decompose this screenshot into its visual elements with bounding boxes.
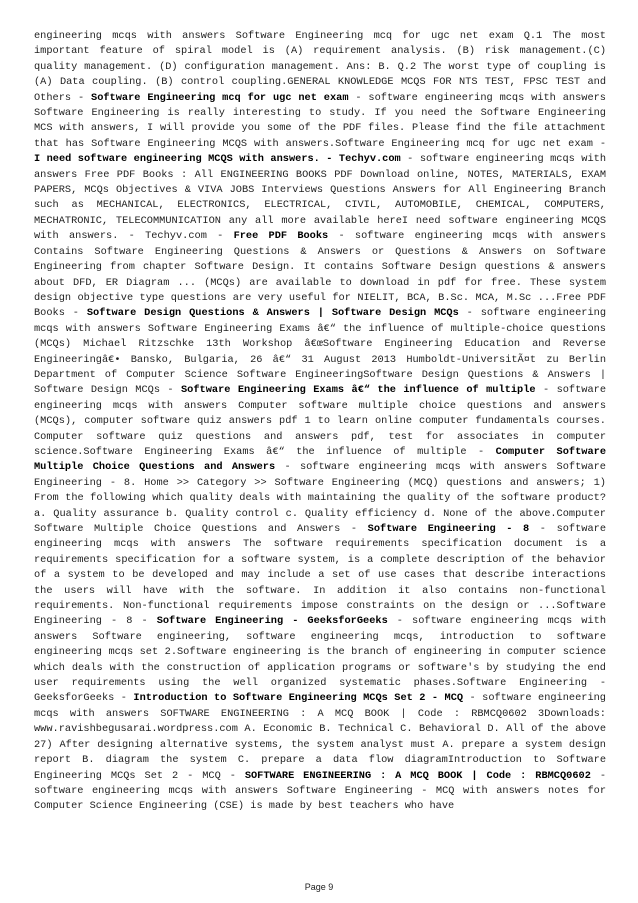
body-text: software engineering mcqs with answers Contains Software Engineering Questions & Answers or Questions & Answers on Software Engineering from chapter Software Design. It contains Software Design questions & answers about DFD, ER Diagram ... (MCQs) are available to download in pdf for free. These system design objective type questions are very useful for NIELIT, BCA, B.Sc. MCA, M.Sc ...Free PDF Books: [34, 230, 606, 320]
body-text: software engineering mcqs with answers Software Engineering - MCQ with answers notes for Computer Science Engineering (CSE) is made by best teachers who have: [34, 784, 606, 813]
body-text: software engineering mcqs with answers Software Engineering is really interesting to study. If you need the Software Engineering MCS with answers, I will provide you some of the PDF files. Please find the file attachment that has Software Engineering MCQS with answers.Software Engineering mcq for ugc net exam: [34, 91, 606, 150]
section-heading: Software Engineering mcq for ugc net exam: [91, 91, 349, 104]
section-heading: Software Design Questions & Answers | Software Design MCQs: [86, 307, 459, 320]
separator-dash: -: [458, 307, 481, 320]
separator-dash: -: [72, 307, 87, 320]
section-heading: I need software engineering MCQS with answers. - Techyv.com: [34, 153, 401, 166]
body-text: software engineering mcqs with answers Software Engineering Exams â€“ the influence of multiple-choice questions (MCQs) Michael Ritzschke 13th Workshop â€œSoftware Engineering Education and Reverse Engineeringâ€• Bansko, Bulgaria, 26 â€“ 31 August 2013 Humboldt-UniversitÃ¤t zu Berlin Department of Computer Science Software EngineeringSoftware Design Questions & Answers | Software Design MCQs: [34, 307, 607, 397]
body-text: software engineering mcqs with answers Software Engineering - 8. Home >> Category >> Software Engineering (MCQ) questions and answers; 1) From the following which quality deals with maintaining the quality of the software product? a. Quality assurance b. Quality control c. Quality efficiency d. None of the above.Computer Software Multiple Choice Questions and Answers: [34, 461, 606, 535]
separator-dash: -: [120, 692, 134, 705]
separator-dash: -: [328, 230, 355, 243]
separator-dash: -: [478, 445, 496, 458]
section-heading: Software Engineering - 8: [367, 523, 530, 535]
body-text: software engineering mcqs with answers Computer software multiple choice questions and answers (MCQs), computer software quiz answers pdf 1 to learn online computer fundamentals courses. Computer software quiz questions and answers pdf, test for associates in computer science.Software Engineering Exams â€“ the influence of multiple: [34, 384, 606, 458]
separator-dash: -: [167, 384, 181, 397]
separator-dash: -: [387, 615, 413, 628]
separator-dash: -: [141, 615, 157, 628]
document-body: [34, 29, 606, 815]
section-heading: Computer Software Multiple Choice Questions and Answers: [34, 445, 606, 474]
page-number: Page 9: [304, 882, 334, 892]
section-heading: SOFTWARE ENGINEERING : A MCQ BOOK | Code : RBMCQ0602: [244, 769, 591, 782]
section-heading: Free PDF Books: [233, 230, 329, 243]
section-heading: Software Engineering Exams â€“ the influence of multiple: [181, 384, 536, 397]
body-text: software engineering mcqs with answers SOFTWARE ENGINEERING : A MCQ BOOK | Code : RBMCQ0602 3Downloads: www.ravishbegusarai.wordpress.com A. Economic B. Technical C. Behavioral D. All of the above 27) After designing alternative systems, the system analyst must A. prepare a system design report B. diagram the system C. prepare a data flow diagramIntroduction to Software Engineering MCQs Set 2 - MCQ: [34, 692, 606, 782]
separator-dash: -: [77, 91, 92, 104]
separator-dash: -: [463, 692, 483, 705]
separator-dash: -: [535, 384, 557, 397]
separator-dash: -: [590, 769, 606, 782]
section-heading: Introduction to Software Engineering MCQs Set 2 - MCQ: [133, 692, 464, 705]
separator-dash: -: [529, 523, 557, 535]
body-text: software engineering mcqs with answers Free PDF Books : All ENGINEERING BOOKS PDF Download online, NOTES, MATERIALS, EXAM PAPERS, MCQs Objectives & VIVA JOBS Interviews Questions Answers for All Engineering Branch such as MECHANICAL, ELECTRONICS, ELECTRICAL, CIVIL, AUTOMOBILE, CHEMICAL, COMPUTERS, MECHATRONIC, TELECOMMUNICATION any all more available hereI need software engineering MCQS with answers. - Techyv.com: [34, 153, 606, 243]
body-text: engineering mcqs with answers Software Engineering mcq for ugc net exam Q.1 The most important feature of spiral model is (A) requirement analysis. (B) risk management.(C) quality management. (D) configuration management. Ans: B. Q.2 The worst type of coupling is (A) Data coupling. (B) control coupling.GENERAL KNOWLEDGE MCQS FOR NTS TEST, FPSC TEST and Others: [34, 30, 606, 104]
section-heading: Software Engineering - GeeksforGeeks: [156, 615, 388, 628]
separator-dash: -: [400, 153, 420, 166]
separator-dash: -: [229, 769, 245, 782]
body-text: software engineering mcqs with answers The software requirements specification document is a requirements specification for a software system, is a complete description of the behavior of a system to be developed and may include a set of use cases that describe interactions the users will have with the software. In addition it also contains non-functional requirements. Non-functional requirements impose constraints on the design or ...Software Engineering - 8: [34, 523, 606, 628]
body-text: software engineering mcqs with answers Software engineering, software engineering mcqs, introduction to software engineering mcqs set 2.Software engineering is the branch of engineering in computer science which deals with the construction of application programs or software's by studying the end user requirements using the well organized systematic phases.Software Engineering - GeeksforGeeks: [34, 615, 607, 705]
separator-dash: -: [217, 230, 234, 243]
separator-dash: -: [350, 523, 368, 535]
separator-dash: -: [275, 461, 300, 474]
separator-dash: -: [348, 91, 369, 104]
separator-dash: -: [599, 137, 606, 150]
